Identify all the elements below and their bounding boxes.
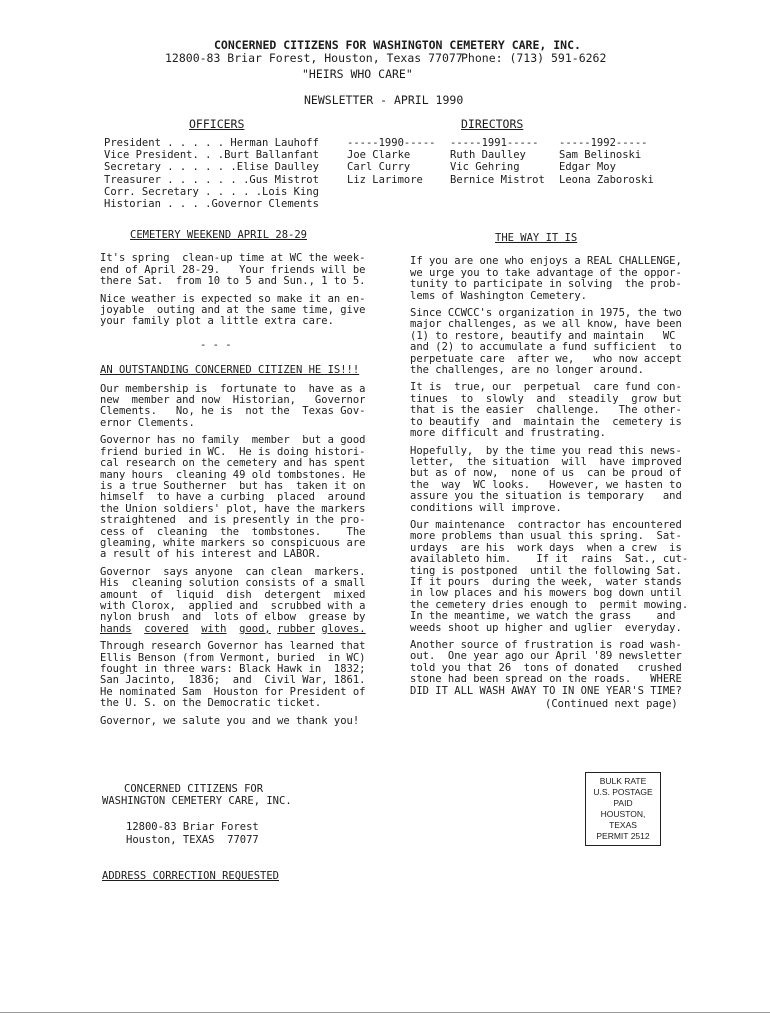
mailing-org: CONCERNED CITIZENS FOR xyxy=(124,783,264,795)
citizen-para: Our membership is fortunate to have as a new member and now Historian, Governor Clements. No, he is not the Texas Gov- ernor Clements. xyxy=(100,382,366,429)
gloves-word: covered xyxy=(144,622,189,635)
stamp-line: U.S. POSTAGE xyxy=(593,787,653,797)
newsletter-title: NEWSLETTER - APRIL 1990 xyxy=(304,93,464,107)
header-address: 12800-83 Briar Forest, Houston, Texas 77077 xyxy=(165,51,463,65)
director-year: -----1992----- xyxy=(559,137,648,149)
left-column xyxy=(100,230,390,733)
right-column xyxy=(410,232,689,716)
stamp-line: HOUSTON, TEXAS xyxy=(600,809,646,830)
way-para: It is true, our perpetual care fund con- tinues to slowly and steadily grow but that is the easier challenge. The other- to beautify and maintain the cemetery is more difficult and frustrating. xyxy=(410,381,682,440)
directors-1991 xyxy=(450,137,545,186)
weekend-para: It's spring clean-up time at WC the week- end of April 28-29. Your friends will be there Sat. from 10 to 5 and Sun., 1 to 5. xyxy=(100,252,366,288)
citizen-para: Governor says anyone can clean markers. His cleaning solution consists of a small amount of liquid dish detergent mixed with Clorox, applied and scrubbed with a nylon brush and lots of elbow grease by xyxy=(100,565,366,624)
officer-row: Secretary . . . . . .Elise Daulley xyxy=(104,161,319,174)
org-name: CONCERNED CITIZENS FOR WASHINGTON CEMETERY CARE, INC. xyxy=(214,38,581,52)
director-name: Liz Larimore xyxy=(347,173,423,186)
way-para: If you are one who enjoys a REAL CHALLENGE, we urge you to take advantage of the oppor- tunity to participate in solving the prob- lems of Washington Cemetery. xyxy=(410,255,682,302)
officer-row: Vice President. . .Burt Ballanfant xyxy=(104,149,319,162)
gloves-line xyxy=(100,624,390,635)
directors-title: DIRECTORS xyxy=(461,117,524,131)
way-para: Since CCWCC's organization in 1975, the two major challenges, as we all know, have been (1) to restore, beautify and maintain WC and (2) to accumulate a fund sufficient to perpetuate care after we, who now accept the challenges, are no longer around. xyxy=(410,307,682,377)
way-para: Hopefully, by the time you read this news- letter, the situation will have improved but as of now, none of us can be proud of the way WC looks. However, we hasten to assure you the situation is temporary and conditions will improve. xyxy=(410,444,682,514)
separator: - - - xyxy=(200,338,232,351)
citizen-title: AN OUTSTANDING CONCERNED CITIZEN HE IS!!! xyxy=(100,364,360,377)
officers-title: OFFICERS xyxy=(189,117,245,131)
directors-1992 xyxy=(559,137,654,186)
citizen-para: Governor, we salute you and we thank you! xyxy=(100,714,360,727)
bulk-rate-stamp xyxy=(585,772,661,846)
continued-note: (Continued next page) xyxy=(545,698,678,711)
director-name: Bernice Mistrot xyxy=(450,173,545,186)
gloves-word: gloves. xyxy=(321,622,366,635)
director-name: Edgar Moy xyxy=(559,161,616,174)
way-para: Our maintenance contractor has encountered more problems than usual this spring. Sat- urdays are his work days when a crew is availableto him. If it rains Sat., cut- ting is postponed until the following Sat. If it pours during the week, water stands in low places and his mowers bog down until the cemetery dries enough to permit mowing. In the meantime, we watch the grass and weeds shoot up higher and uglier everyday. xyxy=(410,518,689,634)
mailing-org: WASHINGTON CEMETERY CARE, INC. xyxy=(102,795,292,808)
citizen-para: Through research Governor has learned that Ellis Benson (from Vermont, buried in WC) fought in three wars: Black Hawk in 1832; San Jacinto, 1836; and Civil War, 1861. He nominated Sam Houston for President of the U. S. on the Democratic ticket. xyxy=(100,640,366,710)
director-year: -----1990----- xyxy=(347,137,436,149)
officers-list xyxy=(104,137,319,210)
mailing-street: 12800-83 Briar Forest xyxy=(126,821,259,834)
directors-1990 xyxy=(347,137,436,186)
mailing-city: Houston, TEXAS 77077 xyxy=(126,833,259,846)
address-correction: ADDRESS CORRECTION REQUESTED xyxy=(102,870,280,882)
director-name: Ruth Daulley xyxy=(450,149,526,162)
header-motto: "HEIRS WHO CARE" xyxy=(302,67,413,81)
weekend-para: Nice weather is expected so make it an en- joyable outing and at the same time, give your family plot a little extra care. xyxy=(100,292,366,328)
weekend-title: CEMETERY WEEKEND APRIL 28-29 xyxy=(130,229,308,241)
officer-row: President . . . . . Herman Lauhoff xyxy=(104,137,319,149)
stamp-line: BULK RATE xyxy=(599,776,647,786)
officer-row: Historian . . . .Governor Clements xyxy=(104,198,319,211)
stamp-line: PAID xyxy=(613,798,633,808)
gloves-word: with xyxy=(201,622,227,635)
director-name: Sam Belinoski xyxy=(559,149,642,162)
officer-row: Treasurer . . . . . . .Gus Mistrot xyxy=(104,173,319,186)
header-phone: Phone: (713) 591-6262 xyxy=(461,51,607,65)
director-name: Carl Curry xyxy=(347,161,411,174)
way-para: Another source of frustration is road wash- out. One year ago our April '89 newsletter told you that 26 tons of donated crushed stone had been spread on the roads. WHERE DID IT ALL WASH AWAY TO IN ONE YEAR'S TIME? xyxy=(410,639,682,697)
gloves-word: hands xyxy=(100,622,132,635)
mailing-block xyxy=(102,783,292,846)
gloves-word: rubber xyxy=(277,622,316,635)
officer-row: Corr. Secretary . . . . .Lois King xyxy=(104,185,319,198)
way-title: THE WAY IT IS xyxy=(495,232,578,244)
director-name: Vic Gehring xyxy=(450,161,520,174)
director-year: -----1991----- xyxy=(450,137,539,149)
director-name: Joe Clarke xyxy=(347,149,411,162)
stamp-line: PERMIT 2512 xyxy=(596,831,650,841)
citizen-para: Governor has no family member but a good friend buried in WC. He is doing histori- cal research on the cemetery and has spent many hours cleaning 49 old tombstones. He is a true Southerner but has taken it on himself to have a curbing placed around the Union soldiers' plot, have the markers straightened and is presently in the pro- cess of cleaning the tombstones. The gleaming, white markers so conspicuous are a result of his interest and LABOR. xyxy=(100,434,366,561)
director-name: Leona Zaboroski xyxy=(559,173,654,186)
gloves-word: good, xyxy=(239,622,271,635)
page-bottom-rule xyxy=(0,1012,770,1013)
